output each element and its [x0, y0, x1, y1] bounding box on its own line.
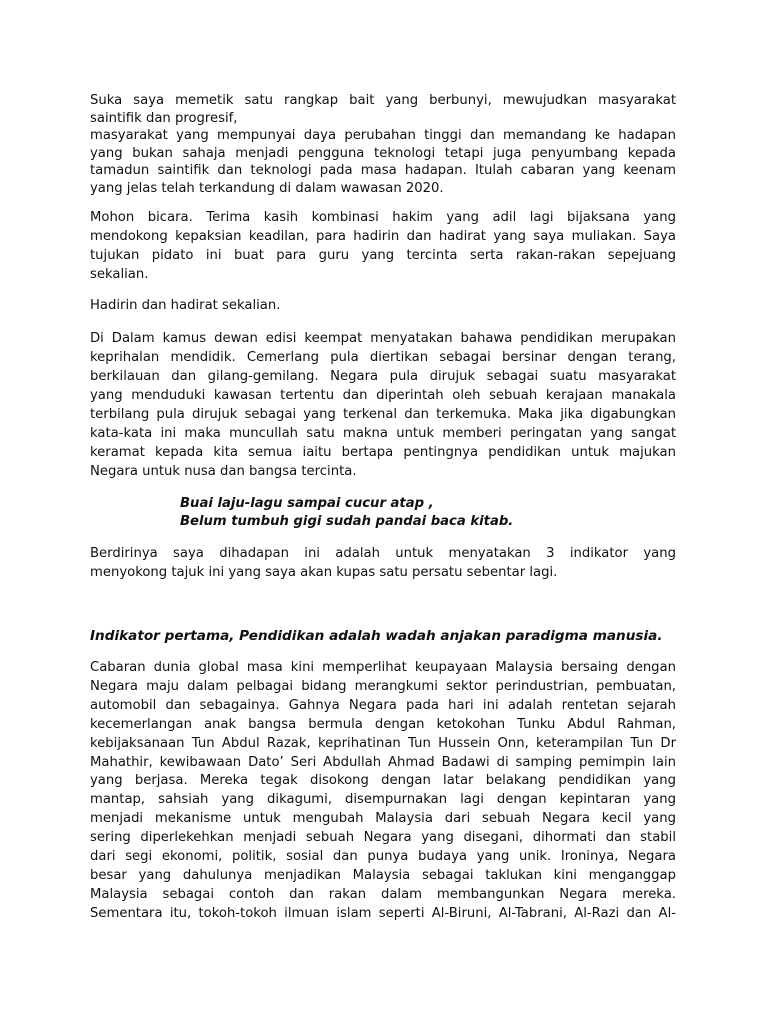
text-line: menjadi mekanisme untuk mengubah Malaysia dari sebuah Negara kecil yang [90, 811, 676, 827]
text-line: kebijaksanaan Tun Abdul Razak, keprihatinan Tun Hussein Onn, keterampilan Tun Dr [90, 735, 676, 751]
pantun-quote [180, 495, 600, 531]
text-line: keramat kepada kita semua iaitu bertapa pentingnya pendidikan untuk majukan [90, 445, 676, 460]
text-line: tujukan pidato ini buat para guru yang tercinta serta rakan-rakan sepejuang [90, 248, 676, 263]
heading-line: Indikator pertama, Pendidikan adalah wadah anjakan paradigma manusia. [90, 628, 663, 644]
intro-paragraph [90, 92, 676, 197]
text-line: berkilauan dan gilang-gemilang. Negara pula dirujuk sebagai suatu masyarakat [90, 369, 676, 384]
text-line: terbilang pula dirujuk sebagai yang terkenal dan terkemuka. Maka jika digabungkan [90, 407, 676, 422]
text-line: mantap, sahsiah yang dikagumi, disempurnakan lagi dengan kepintaran yang [90, 792, 676, 808]
greeting-paragraph [90, 208, 676, 284]
text-line: dari segi ekonomi, politik, sosial dan punya budaya yang unik. Ironinya, Negara [90, 849, 676, 865]
indicator-1-paragraph [90, 659, 676, 924]
address-paragraph [90, 296, 676, 315]
indicators-intro-paragraph [90, 544, 676, 582]
text-line: Hadirin dan hadirat sekalian. [90, 298, 281, 313]
text-line: yang bukan sahaja menjadi pengguna teknologi tetapi juga penyumbang kepada [90, 145, 676, 161]
text-line: saintifik dan progresif, [90, 110, 238, 126]
indicator-1-heading [90, 627, 676, 646]
text-line: yang menduduki kawasan tertentu dan diperintah oleh sebuah kerajaan manakala [90, 388, 676, 403]
text-line: Di Dalam kamus dewan edisi keempat menyatakan bahawa pendidikan merupakan [90, 331, 676, 346]
text-line: Berdirinya saya dihadapan ini adalah untuk menyatakan 3 indikator yang [90, 546, 676, 561]
text-line: sering diperlekehkan menjadi sebuah Negara yang disegani, dihormati dan stabil [90, 830, 676, 846]
text-line: Malaysia sebagai contoh dan rakan dalam membangunkan Negara mereka. [90, 886, 676, 902]
text-line: Suka saya memetik satu rangkap bait yang berbunyi, mewujudkan masyarakat [90, 93, 676, 108]
text-line: Sementara itu, tokoh-tokoh ilmuan islam seperti Al-Biruni, Al-Tabrani, Al-Razi dan Al- [90, 905, 676, 921]
pantun-line: Belum tumbuh gigi sudah pandai baca kitab. [180, 514, 514, 529]
pantun-line: Buai laju-lagu sampai cucur atap , [180, 496, 434, 511]
text-line: kecemerlangan anak bangsa bermula dengan ketokohan Tunku Abdul Rahman, [90, 716, 676, 732]
text-line: kata-kata ini maka muncullah satu makna untuk memberi peringatan yang sangat [90, 426, 676, 441]
text-line: tamadun saintifik dan teknologi pada masa hadapan. Itulah cabaran yang keenam [90, 163, 676, 178]
text-line: besar yang dahulunya menjadikan Malaysia sebagai taklukan kini menganggap [90, 867, 676, 883]
text-line: masyarakat yang mempunyai daya perubahan tinggi dan memandang ke hadapan [90, 128, 676, 143]
text-line: Negara maju dalam pelbagai bidang merangkumi sektor perindustrian, pembuatan, [90, 678, 676, 694]
text-line: Mohon bicara. Terima kasih kombinasi hakim yang adil lagi bijaksana yang [90, 210, 676, 225]
text-line: yang berjasa. Mereka tegak disokong dengan latar belakang pendidikan yang [90, 773, 676, 789]
definition-paragraph [90, 329, 676, 481]
text-line: menyokong tajuk ini yang saya akan kupas satu persatu sebentar lagi. [90, 565, 558, 580]
text-line: keprihalan mendidik. Cemerlang pula diertikan sebagai bersinar dengan terang, [90, 350, 676, 365]
text-line: sekalian. [90, 267, 149, 282]
text-line: Negara untuk nusa dan bangsa tercinta. [90, 464, 357, 479]
text-line: mendokong kepaksian keadilan, para hadirin dan hadirat yang saya muliakan. Saya [90, 229, 676, 244]
text-line: Mahathir, kewibawaan Dato’ Seri Abdullah Ahmad Badawi di samping pemimpin lain [90, 754, 676, 770]
text-line: Cabaran dunia global masa kini memperlihat keupayaan Malaysia bersaing dengan [90, 660, 676, 675]
text-line: automobil dan sebagainya. Gahnya Negara pada hari ini adalah rentetan sejarah [90, 697, 676, 713]
text-line: yang jelas telah terkandung di dalam wawasan 2020. [90, 180, 444, 196]
